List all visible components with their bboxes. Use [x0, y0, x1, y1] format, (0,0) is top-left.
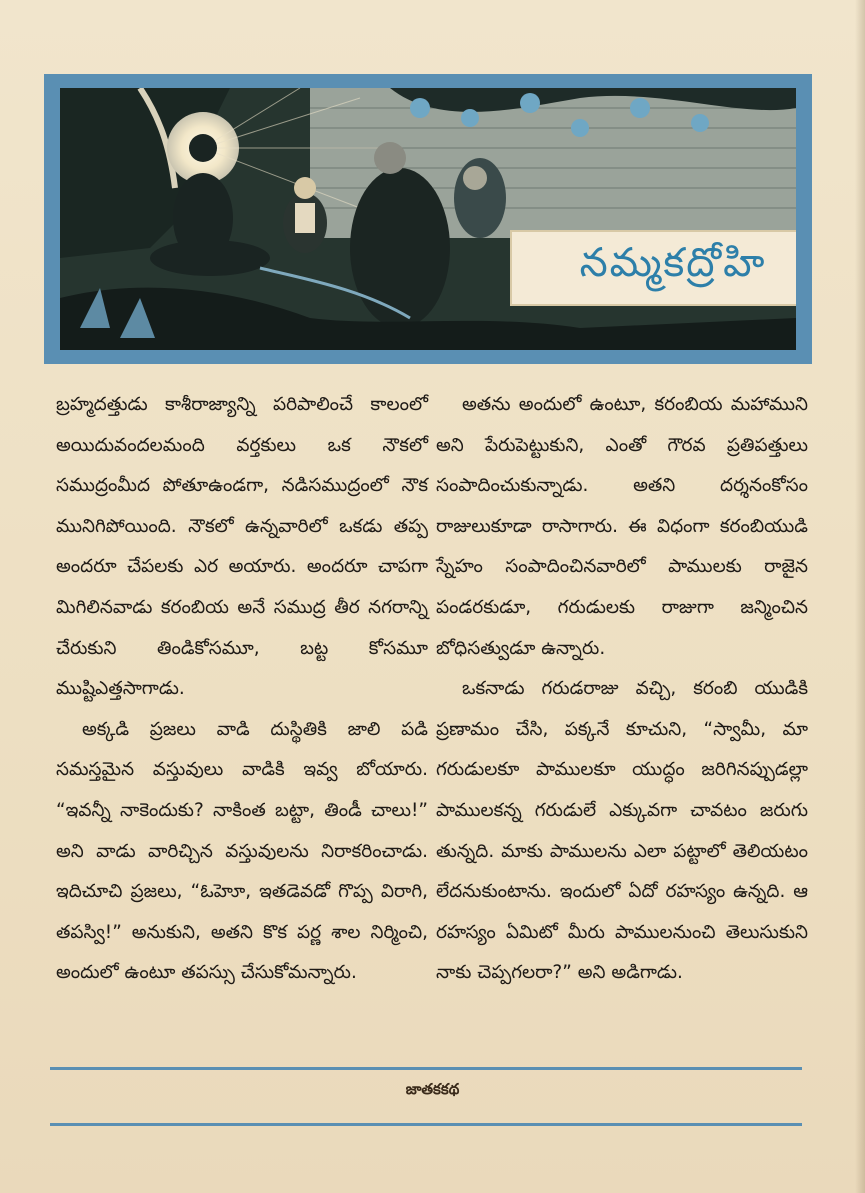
story-title: నమ్మకద్రోహి — [579, 240, 767, 286]
footer-label: జాతకకథ — [405, 1080, 460, 1098]
paragraph: బ్రహ్మదత్తుడు కాశీరాజ్యాన్ని పరిపాలించే కాలంలో అయిదువందలమంది వర్తకులు ఒక నౌకలో సముద్రంమీద పోతూఉండగా, నడిసముద్రంలో నౌక మునిగిపోయింది. నౌకలో ఉన్నవారిలో ఒకడు తప్ప అందరూ చేపలకు ఎర అయారు. అందరూ చాపగా మిగిలినవాడు కరంబియ అనే సముద్ర తీర నగరాన్ని చేరుకుని తిండికోసమూ, బట్ట కోసమూ ముష్టిఎత్తసాగాడు. — [56, 394, 428, 700]
forest-scene-image — [60, 88, 796, 350]
paragraph: అక్కడి ప్రజలు వాడి దుస్థితికి జాలి పడి సమస్తమైన వస్తువులు వాడికి ఇవ్వ బోయారు. “ఇవన్నీ నాకెందుకు? నాకింత బట్టా, తిండీ చాలు!” అని వాడు వారిచ్చిన వస్తువులను నిరాకరించాడు. ఇదిచూచి ప్రజలు, “ఓహెూ, ఇతడెవడో గొప్ప విరాగి, తపస్వి!” అనుకుని, అతని కొక పర్ణ శాల నిర్మించి, అందులో ఉంటూ తపస్సు చేసుకోమన్నారు. — [56, 718, 428, 984]
title-box — [510, 230, 796, 306]
paragraph: అతను అందులో ఉంటూ, కరంబియ మహాముని అని పేరుపెట్టుకుని, ఎంతో గౌరవ ప్రతిపత్తులు సంపాదించుకున్నాడు. అతని దర్శనంకోసం రాజులుకూడా రాసాగారు. ఈ విధంగా కరంబియుడి స్నేహం సంపాదించినవారిలో పాములకు రాజైన పండరకుడూ, గరుడులకు రాజుగా జన్మించిన బోధిసత్వుడూ ఉన్నారు. — [436, 394, 808, 659]
page-edge — [855, 0, 865, 1193]
paragraph: ఒకనాడు గరుడరాజు వచ్చి, కరంబి యుడికి ప్రణామం చేసి, పక్కనే కూచుని, “స్వామీ, మా గరుడులకూ పాములకూ యుద్ధం జరిగినప్పుడల్లా పాములకన్న గరుడులే ఎక్కువగా చావటం జరుగు తున్నది. మాకు పాములను ఎలా పట్టాలో తెలియటం లేదనుకుంటాను. ఇందులో ఏదో రహస్యం ఉన్నది. ఆ రహస్యం ఏమిటో మీరు పాములనుంచి తెలుసుకుని నాకు చెప్పగలరా?” అని అడిగాడు. — [436, 678, 808, 984]
text-column-left — [56, 385, 428, 994]
story-illustration — [44, 74, 812, 364]
illustration-artwork — [60, 88, 796, 350]
footer-rule-bottom — [50, 1123, 802, 1126]
footer-rule-top — [50, 1067, 802, 1070]
text-column-right — [436, 385, 808, 994]
